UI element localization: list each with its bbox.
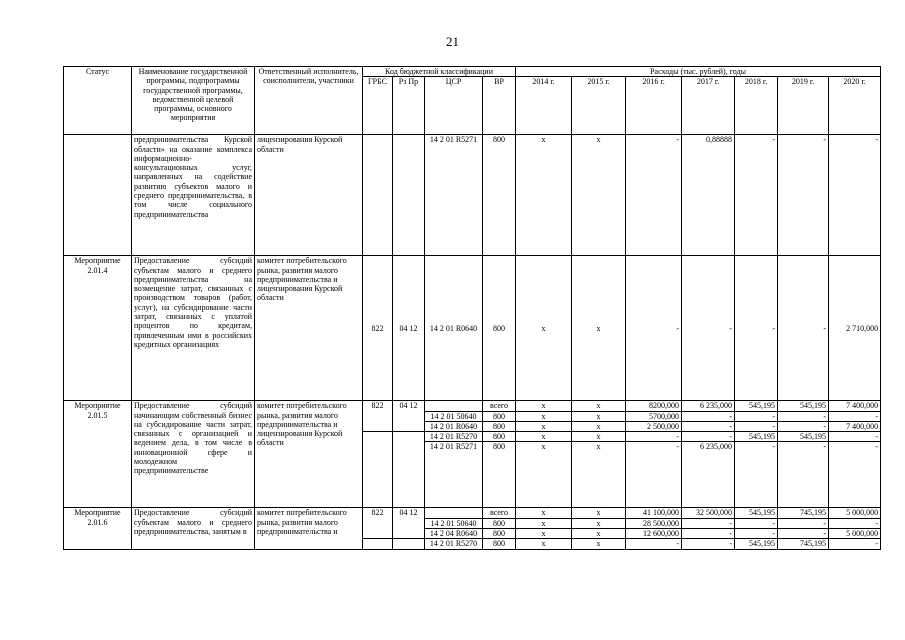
grbs-cell: 822 (363, 401, 393, 432)
value-cell: 8200,000 (626, 401, 682, 411)
vr-cell: 800 (483, 529, 516, 539)
value-cell: 5 000,000 (829, 529, 881, 539)
value-cell: 745,195 (778, 508, 829, 518)
value-cell: х (572, 135, 626, 256)
value-cell: - (778, 442, 829, 508)
status-cell: Мероприятие 2.01.4 (64, 256, 132, 401)
value-cell: - (626, 256, 682, 401)
value-cell: 5 000,000 (829, 508, 881, 518)
header-executor: Ответственный исполнитель, соисполнители, участники (255, 67, 363, 135)
name-cell: Предоставление субсидий субъектам малого и среднего предпринимательства, занятым в (132, 508, 255, 549)
csr-cell: 14 2 01 R5271 (425, 135, 483, 256)
csr-cell (425, 401, 483, 411)
value-cell: 2 710,000 (829, 256, 881, 401)
value-cell: - (778, 529, 829, 539)
status-cell (64, 135, 132, 256)
value-cell: 0,88888 (682, 135, 735, 256)
value-cell: - (682, 421, 735, 431)
value-cell: - (682, 432, 735, 442)
value-cell: х (572, 442, 626, 508)
header-csr: ЦСР (425, 77, 483, 135)
csr-cell: 14 2 01 50640 (425, 411, 483, 421)
table-row (64, 135, 881, 256)
value-cell: - (626, 539, 682, 549)
csr-cell (425, 508, 483, 518)
csr-cell: 14 2 01 R0640 (425, 421, 483, 431)
value-cell: х (516, 135, 572, 256)
value-cell: 2 500,000 (626, 421, 682, 431)
value-cell: - (829, 518, 881, 528)
header-vr: ВР (483, 77, 516, 135)
status-cell: Мероприятие 2.01.6 (64, 508, 132, 549)
value-cell: - (829, 411, 881, 421)
rzpr-cell: 04 12 (393, 401, 425, 432)
value-cell: х (516, 539, 572, 549)
table-row (64, 256, 881, 401)
table-row (64, 508, 881, 518)
value-cell: 545,195 (735, 539, 778, 549)
value-cell: х (516, 401, 572, 411)
value-cell: - (682, 256, 735, 401)
csr-cell: 14 2 01 R0640 (425, 256, 483, 401)
value-cell: - (682, 539, 735, 549)
value-cell: - (735, 421, 778, 431)
header-year-2020: 2020 г. (829, 77, 881, 135)
grbs-cell (363, 432, 393, 508)
header-year-2016: 2016 г. (626, 77, 682, 135)
value-cell: х (572, 401, 626, 411)
header-grbs: ГРБС (363, 77, 393, 135)
value-cell: - (735, 518, 778, 528)
value-cell: х (516, 432, 572, 442)
value-cell: - (735, 442, 778, 508)
status-cell: Мероприятие 2.01.5 (64, 401, 132, 508)
table-row (64, 401, 881, 411)
grbs-cell (363, 539, 393, 549)
value-cell: - (778, 518, 829, 528)
csr-cell: 14 2 01 R5271 (425, 442, 483, 508)
value-cell: х (516, 442, 572, 508)
vr-cell: 800 (483, 411, 516, 421)
value-cell: - (778, 421, 829, 431)
page-number: 21 (446, 34, 459, 49)
value-cell: - (829, 539, 881, 549)
value-cell: 41 100,000 (626, 508, 682, 518)
vr-cell: 800 (483, 539, 516, 549)
value-cell: х (516, 421, 572, 431)
header-rzpr: Рз Пр (393, 77, 425, 135)
value-cell: х (572, 518, 626, 528)
csr-cell: 14 2 01 R5270 (425, 539, 483, 549)
value-cell: 545,195 (778, 401, 829, 411)
value-cell: х (572, 539, 626, 549)
name-cell: предпринимательства Курской области» на оказание комплекса информационно-консультационных услуг, направленных на содействие развитию субъектов малого и среднего предпринимательства, в том числе социального предпринимательства (132, 135, 255, 256)
value-cell: х (572, 432, 626, 442)
value-cell: х (516, 256, 572, 401)
vr-cell: всего (483, 401, 516, 411)
csr-cell: 14 2 01 R5270 (425, 432, 483, 442)
vr-cell: 800 (483, 421, 516, 431)
value-cell: 545,195 (735, 508, 778, 518)
value-cell: 545,195 (778, 432, 829, 442)
value-cell: - (778, 135, 829, 256)
vr-cell: 800 (483, 256, 516, 401)
value-cell: - (626, 442, 682, 508)
rzpr-cell: 04 12 (393, 256, 425, 401)
header-year-2019: 2019 г. (778, 77, 829, 135)
value-cell: - (626, 432, 682, 442)
value-cell: х (572, 508, 626, 518)
value-cell: 28 500,000 (626, 518, 682, 528)
header-year-2015: 2015 г. (572, 77, 626, 135)
value-cell: - (735, 256, 778, 401)
value-cell: - (735, 529, 778, 539)
header-expenses-group: Расходы (тыс. рублей), годы (516, 67, 881, 77)
header-status: Статус (64, 67, 132, 135)
grbs-cell (363, 135, 393, 256)
value-cell: 32 500,000 (682, 508, 735, 518)
vr-cell: 800 (483, 518, 516, 528)
csr-cell: 14 2 04 R0640 (425, 529, 483, 539)
grbs-cell: 822 (363, 508, 393, 539)
value-cell: 545,195 (735, 432, 778, 442)
value-cell: - (682, 529, 735, 539)
header-name: Наименование государственной программы, подпрограммы государственной программы, ведомственной целевой программы, основного мероприятия (132, 67, 255, 135)
value-cell: - (626, 135, 682, 256)
value-cell: 7 400,000 (829, 421, 881, 431)
value-cell: - (778, 411, 829, 421)
value-cell: 7 400,000 (829, 401, 881, 411)
rzpr-cell (393, 135, 425, 256)
value-cell: х (572, 529, 626, 539)
value-cell: х (516, 518, 572, 528)
executor-cell: комитет потребительского рынка, развития малого предпринимательства и (255, 508, 363, 549)
rzpr-cell (393, 432, 425, 508)
executor-cell: комитет потребительского рынка, развития малого предпринимательства и лицензирования Курской области (255, 256, 363, 401)
vr-cell: 800 (483, 442, 516, 508)
executor-cell: комитет потребительского рынка, развития малого предпринимательства и лицензирования Курской области (255, 401, 363, 508)
name-cell: Предоставление субсидий начинающим собственный бизнес на субсидирование части затрат, связанных с организацией и ведением дела, в том числе в инновационной сфере и молодежном предпринимательстве (132, 401, 255, 508)
vr-cell: 800 (483, 432, 516, 442)
value-cell: - (829, 442, 881, 508)
value-cell: х (572, 256, 626, 401)
value-cell: 6 235,000 (682, 401, 735, 411)
value-cell: 545,195 (735, 401, 778, 411)
value-cell: - (682, 411, 735, 421)
vr-cell: всего (483, 508, 516, 518)
vr-cell: 800 (483, 135, 516, 256)
header-code-group: Код бюджетной классификации (363, 67, 516, 77)
value-cell: 5700,000 (626, 411, 682, 421)
value-cell: - (735, 411, 778, 421)
rzpr-cell (393, 539, 425, 549)
header-year-2014: 2014 г. (516, 77, 572, 135)
value-cell: - (778, 256, 829, 401)
value-cell: - (682, 518, 735, 528)
value-cell: х (572, 421, 626, 431)
name-cell: Предоставление субсидий субъектам малого и среднего предпринимательства на возмещение затрат, связанных с производством товаров (работ, услуг), на субсидирование части затрат, связанных с уплатой процентов по кредитам, привлеченным ими в российских кредитных организациях (132, 256, 255, 401)
header-year-2018: 2018 г. (735, 77, 778, 135)
value-cell: 6 235,000 (682, 442, 735, 508)
value-cell: - (829, 432, 881, 442)
value-cell: х (516, 529, 572, 539)
rzpr-cell: 04 12 (393, 508, 425, 539)
value-cell: - (735, 135, 778, 256)
value-cell: 12 600,000 (626, 529, 682, 539)
budget-table (63, 66, 881, 550)
value-cell: х (572, 411, 626, 421)
csr-cell: 14 2 01 50640 (425, 518, 483, 528)
value-cell: х (516, 508, 572, 518)
grbs-cell: 822 (363, 256, 393, 401)
header-year-2017: 2017 г. (682, 77, 735, 135)
value-cell: - (829, 135, 881, 256)
value-cell: х (516, 411, 572, 421)
executor-cell: лицензирования Курской области (255, 135, 363, 256)
value-cell: 745,195 (778, 539, 829, 549)
